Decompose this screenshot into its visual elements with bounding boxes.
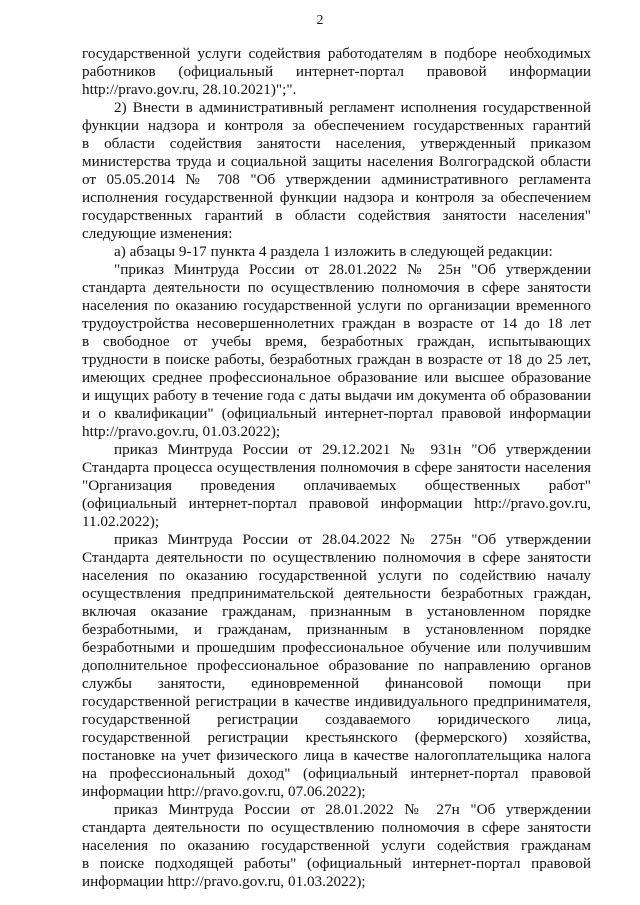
- text-line: от 05.05.2014 № 708 "Об утверждении административного регламента: [82, 171, 591, 188]
- text-line: следующие изменения:: [82, 225, 233, 242]
- text-line: 11.02.2022);: [82, 513, 160, 530]
- page-number: 2: [316, 12, 324, 27]
- text-line: государственной регистрации в качестве индивидуального предпринимателя,: [82, 693, 591, 710]
- text-line: населения по оказанию государственной услуги по содействию началу: [82, 567, 591, 584]
- text-line: безработными и прошедшим профессиональное обучение или получившим: [82, 639, 591, 656]
- text-line: приказ Минтруда России от 29.12.2021 № 931н "Об утверждении: [114, 441, 591, 458]
- text-line: на профессиональный доход" (официальный интернет-портал правовой: [82, 765, 591, 782]
- text-line: (официальный интернет-портал правовой информации http://pravo.gov.ru,: [82, 495, 591, 512]
- text-line: "Организация проведения оплачиваемых общественных работ": [82, 477, 591, 494]
- text-line: функции надзора и контроля за обеспечением государственных гарантий: [82, 117, 591, 134]
- text-line: стандарта деятельности по осуществлению полномочия в сфере занятости: [82, 279, 591, 296]
- text-line: Стандарта процесса осуществления полномочия в сфере занятости населения: [82, 459, 591, 476]
- text-line: в поиске подходящей работы" (официальный интернет-портал правовой: [82, 855, 591, 872]
- text-line: и о квалификации" (официальный интернет-портал правовой информации: [82, 405, 591, 422]
- text-line: в области содействия занятости населения, утвержденный приказом: [82, 135, 591, 152]
- text-line: службы занятости, единовременной финансовой помощи при: [82, 675, 591, 692]
- text-line: государственной услуги содействия работодателям в подборе необходимых: [82, 45, 591, 62]
- text-line: дополнительное профессиональное образование по направлению органов: [82, 657, 591, 674]
- text-line: "приказ Минтруда России от 28.01.2022 № 25н "Об утверждении: [114, 261, 591, 278]
- text-line: работников (официальный интернет-портал правовой информации: [82, 63, 591, 80]
- text-line: имеющих среднее профессиональное образование или высшее образование: [82, 369, 591, 386]
- text-line: населения по оказанию государственной услуги содействия гражданам: [82, 837, 591, 854]
- text-line: информации http://pravo.gov.ru, 01.03.2022);: [82, 873, 366, 890]
- text-line: постановке на учет физического лица в качестве налогоплательщика налога: [82, 747, 591, 764]
- text-line: государственных гарантий в области содействия занятости населения": [82, 207, 591, 224]
- text-line: http://pravo.gov.ru, 01.03.2022);: [82, 423, 281, 440]
- text-line: и ищущих работу в течение года с даты выдачи им документа об образовании: [82, 387, 591, 404]
- text-line: информации http://pravo.gov.ru, 07.06.2022);: [82, 783, 366, 800]
- text-line: а) абзацы 9-17 пункта 4 раздела 1 изложить в следующей редакции:: [114, 243, 553, 260]
- text-line: трудоустройства несовершеннолетних граждан в возрасте от 14 до 18 лет: [82, 315, 591, 332]
- text-line: исполнения государственной функции надзора и контроля за обеспечением: [82, 189, 591, 206]
- text-line: в свободное от учебы время, безработных граждан, испытывающих: [82, 333, 591, 350]
- text-line: осуществления предпринимательской деятельности безработных граждан,: [82, 585, 591, 602]
- text-line: населения по оказанию государственной услуги по организации временного: [82, 297, 591, 314]
- text-line: приказ Минтруда России от 28.01.2022 № 27н "Об утверждении: [114, 801, 591, 818]
- text-line: государственной регистрации крестьянского (фермерского) хозяйства,: [82, 729, 591, 746]
- document-body: [82, 45, 591, 891]
- text-line: государственной регистрации создаваемого юридического лица,: [82, 711, 591, 728]
- text-line: трудности в поиске работы, безработных граждан в возрасте от 18 до 25 лет,: [82, 351, 591, 368]
- text-line: стандарта деятельности по осуществлению полномочия в сфере занятости: [82, 819, 591, 836]
- text-line: безработными, и гражданам, признанным в установленном порядке: [82, 621, 591, 638]
- text-line: 2) Внести в административный регламент исполнения государственной: [114, 99, 591, 116]
- text-line: Стандарта деятельности по осуществлению полномочия в сфере занятости: [82, 549, 591, 566]
- text-line: приказ Минтруда России от 28.04.2022 № 275н "Об утверждении: [114, 531, 591, 548]
- text-line: министерства труда и социальной защиты населения Волгоградской области: [82, 153, 591, 170]
- text-line: http://pravo.gov.ru, 28.10.2021)";".: [82, 81, 297, 98]
- text-line: включая оказание гражданам, признанным в установленном порядке: [82, 603, 591, 620]
